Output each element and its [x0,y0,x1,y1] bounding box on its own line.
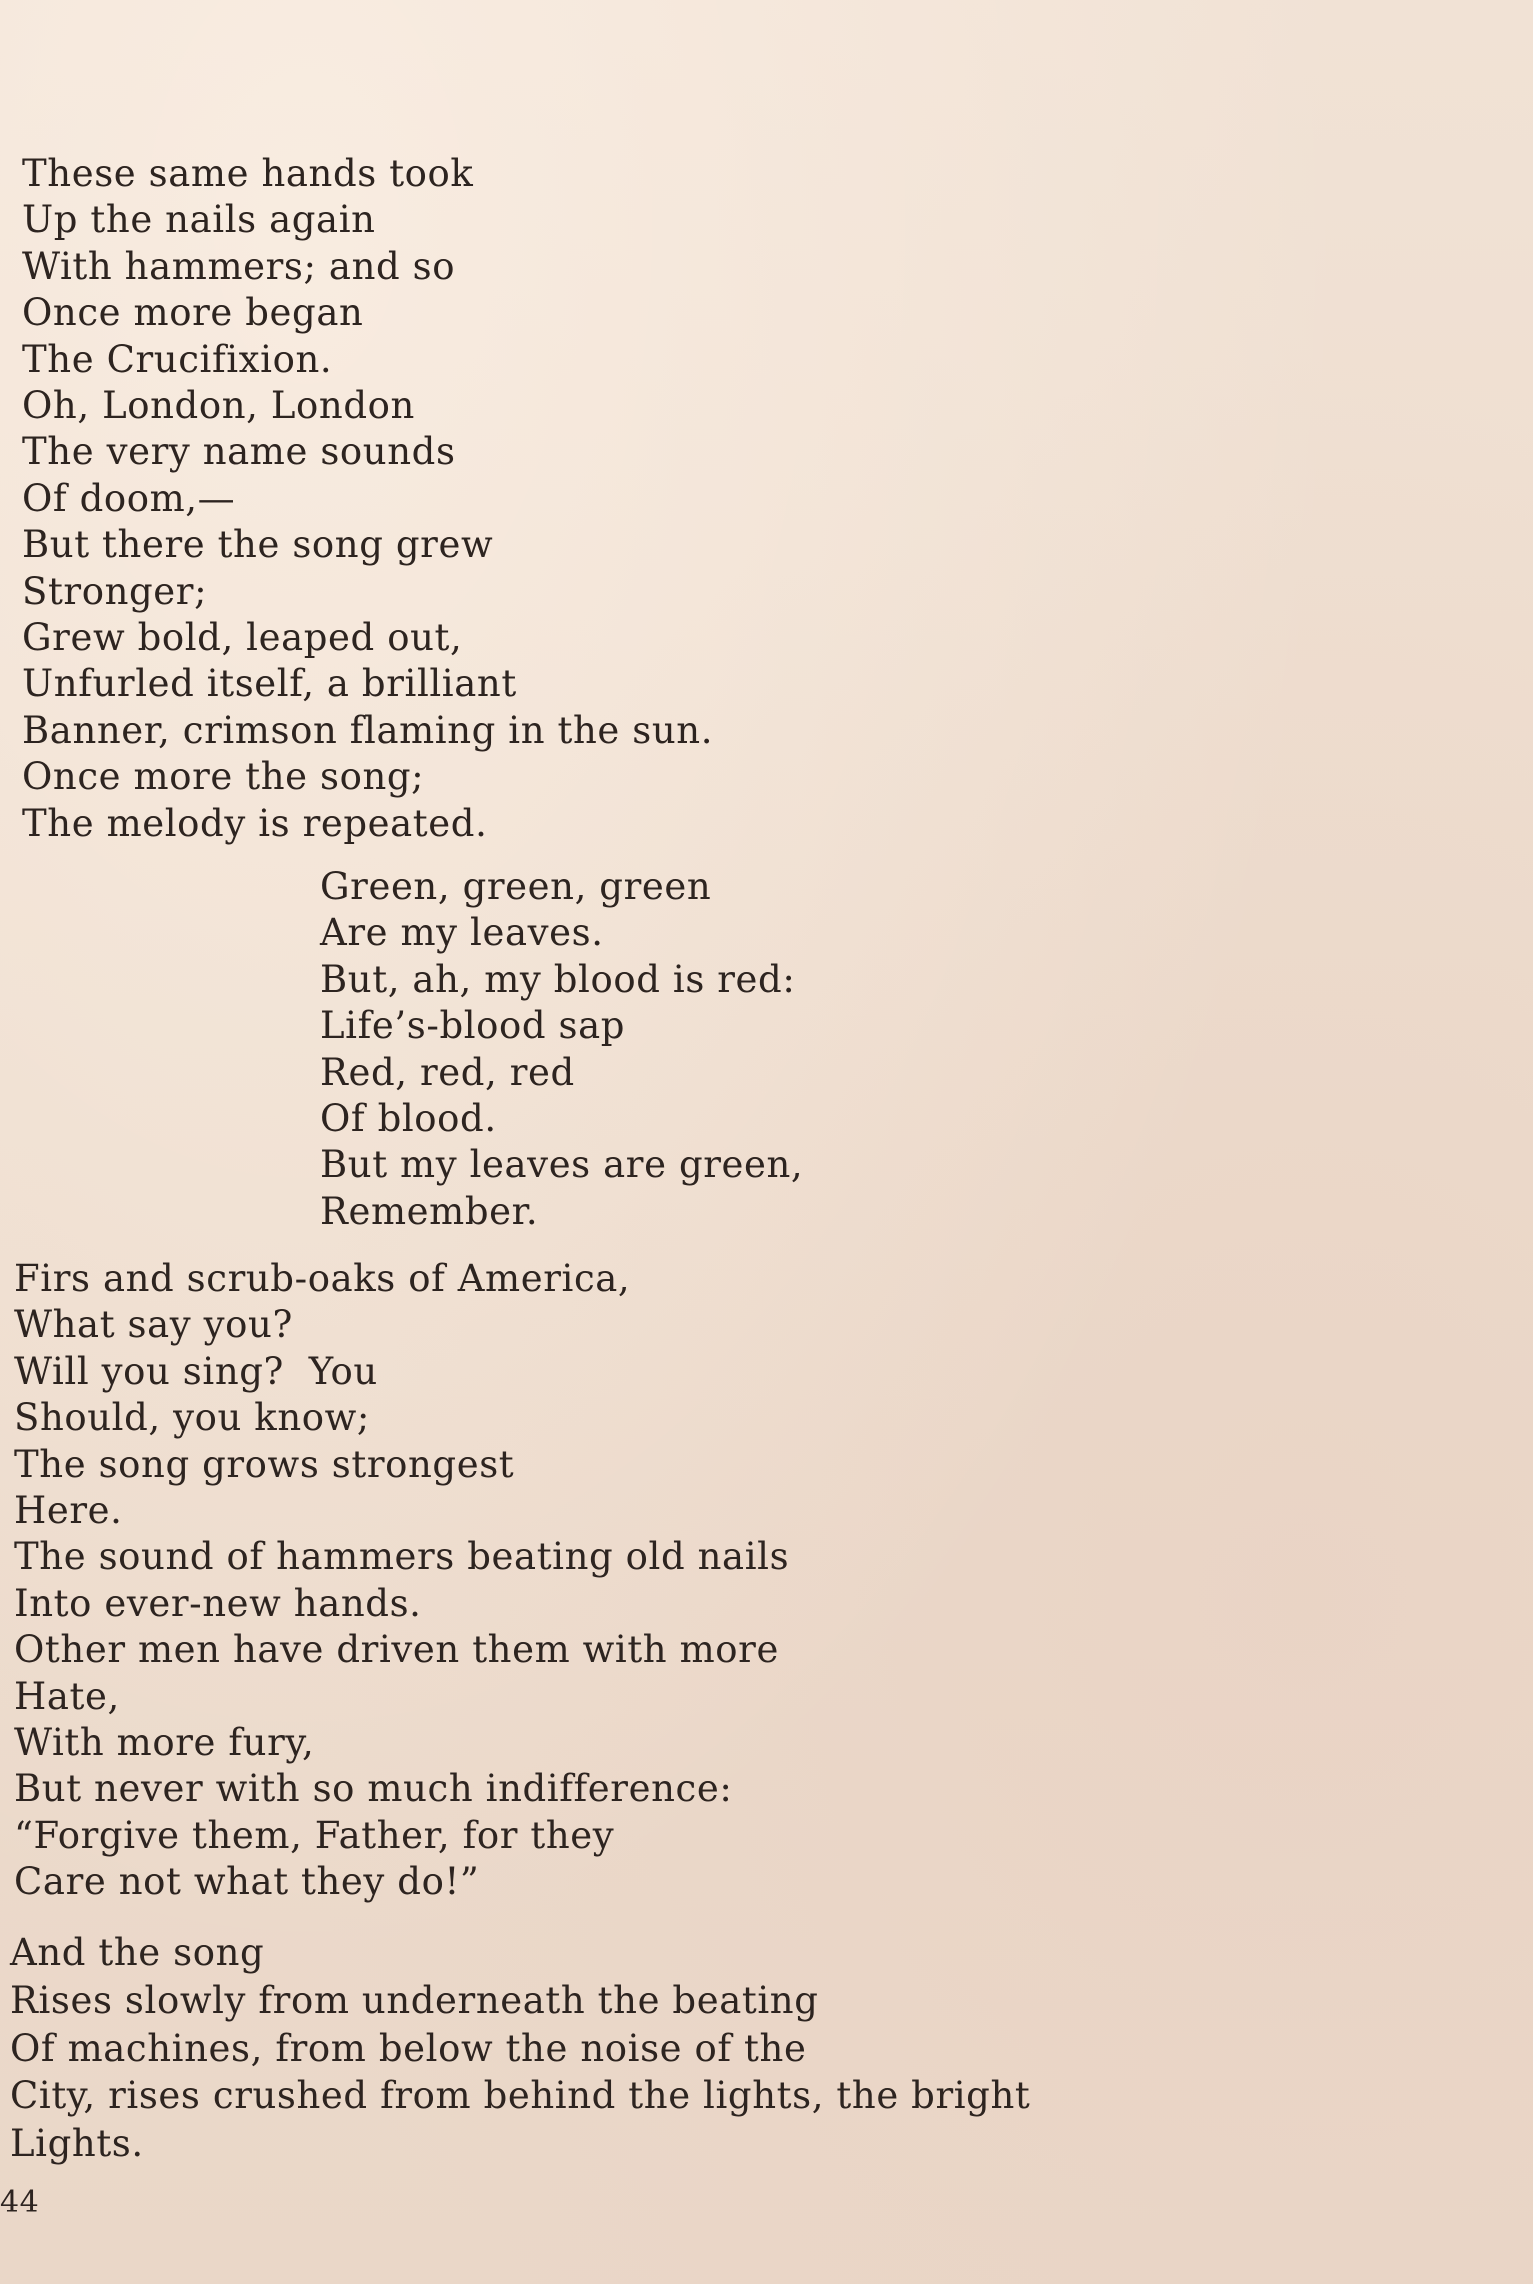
poem-line: Once more the song; [22,755,425,799]
poem-line: And the song [10,1931,265,1974]
poem-line: Should, you know; [14,1396,370,1440]
poem-line: Into ever-new hands. [14,1581,422,1625]
poem-line: Red, red, red [320,1050,575,1094]
poem-stanza-3 [14,1256,789,1906]
poem-line: Grew bold, leaped out, [22,616,463,660]
poem-line: Of blood. [320,1097,497,1141]
poem-line: Rises slowly from underneath the beating [10,1978,819,2022]
poem-line: Will you sing? You [14,1349,378,1393]
poem-line: Lights. [10,2122,144,2166]
poem-line: City, rises crushed from behind the lights, the bright [10,2074,1031,2118]
poem-line: Oh, London, London [22,384,415,428]
poem-stanza-2-indented-refrain [320,864,803,1235]
poem-stanza-1 [22,151,713,847]
poem-line: Once more began [22,291,364,335]
poem-line: The melody is repeated. [22,801,488,845]
poem-line: But there the song grew [22,523,494,567]
poem-stanza-4 [10,1929,1030,2168]
poem-line: Remember. [320,1189,539,1233]
poem-line: Here. [14,1489,123,1533]
poem-line: Care not what they do!” [14,1860,480,1904]
poem-line: Hate, [14,1674,120,1718]
poem-line: With more fury, [14,1721,315,1765]
poem-line: Up the nails again [22,198,376,242]
page-number: 44 [0,2185,40,2220]
poem-line: Are my leaves. [320,911,604,955]
poem-line: What say you? [14,1303,293,1347]
poem-line: The sound of hammers beating old nails [14,1535,790,1579]
poem-line: With hammers; and so [22,244,456,288]
poem-line: The Crucifixion. [22,337,333,381]
poem-line: Stronger; [22,569,208,613]
poem-line: Life’s-blood sap [320,1004,626,1048]
poem-line: But my leaves are green, [320,1143,804,1187]
poem-line: But never with so much indifference: [14,1767,733,1811]
poem-line: Of machines, from below the noise of the [10,2026,807,2070]
poem-line: The song grows strongest [14,1442,515,1486]
poem-line: Unfurled itself, a brilliant [22,662,517,706]
poem-line: Of doom,— [22,476,236,520]
poem-line: Firs and scrub-oaks of America, [14,1257,631,1300]
poem-line: Other men have driven them with more [14,1628,779,1672]
poem-line: Banner, crimson flaming in the sun. [22,708,714,752]
poem-line: These same hands took [22,152,474,195]
poem-line: But, ah, my blood is red: [320,957,796,1001]
poem-line: The very name sounds [22,430,456,474]
poem-line: Green, green, green [320,865,712,908]
poem-line: “Forgive them, Father, for they [14,1813,615,1857]
